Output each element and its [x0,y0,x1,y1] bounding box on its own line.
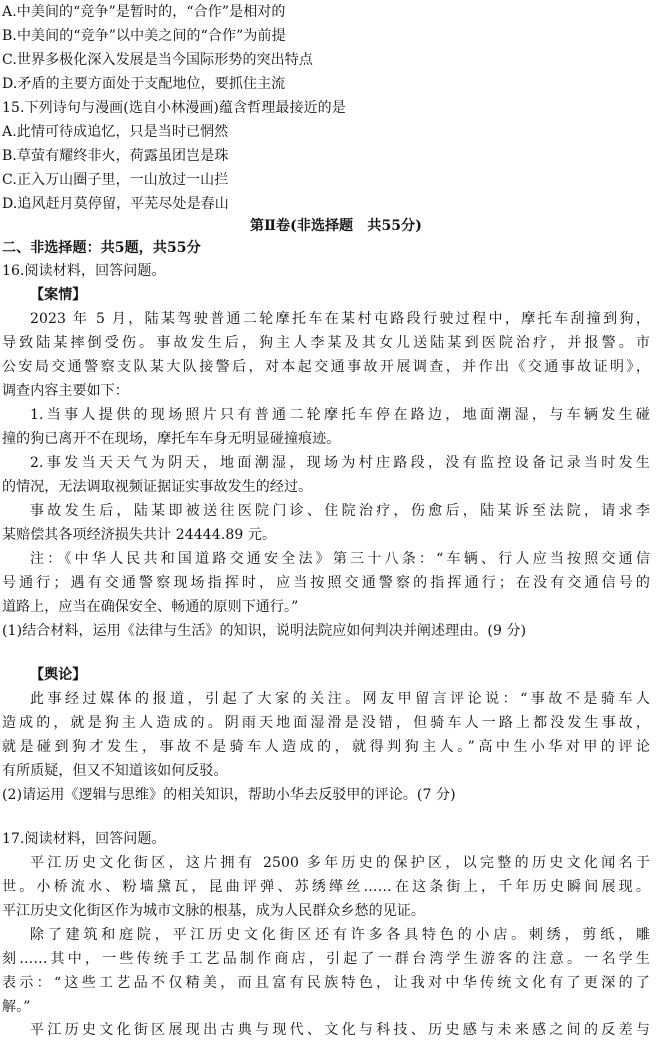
q16-sub2: (2)请运用《逻辑与思维》的相关知识，帮助小华去反驳甲的评论。(7 分) [2,787,456,803]
section-heading: 二、非选择题：共5题，共55分 [2,240,201,256]
q16-opinion-line: 此事经过媒体的报道，引起了大家的关注。网友甲留言评论说：“事故不是骑车人 [30,691,650,707]
q16-case-line: 导致陆某摔倒受伤。事故发生后，狗主人李某及其女儿送陆某到医院治疗，并报警。市 [2,335,650,351]
q16-note-line: 号通行；遇有交通警察现场指挥时，应当按照交通警察的指挥通行；在没有交通信号的 [2,575,650,591]
q16-note-line: 注：《中华人民共和国道路交通安全法》第三十八条：“车辆、行人应当按照交通信 [30,551,650,567]
q14-option-d: D.矛盾的主要方面处于支配地位，要抓住主流 [2,76,286,92]
q17-para1-line: 平江历史文化街区作为城市文脉的根基，成为人民群众乡愁的见证。 [2,903,425,919]
q17-para1-line: 世。小桥流水、粉墙黛瓦，昆曲评弹、苏绣缂丝……在这条街上，千年历史瞬间展现。 [2,879,650,895]
q16-point2-line: 的情况，无法调取视频证据证实事故发生的经过。 [2,479,313,495]
q15-option-c: C.正入万山圈子里，一山放过一山拦 [2,172,229,188]
q16-note-line: 道路上，应当在确保安全、畅通的原则下通行。” [2,599,299,615]
q16-point1-line: 1.当事人提供的现场照片只有普通二轮摩托车停在路边，地面潮湿，与车辆发生碰 [30,407,650,423]
q14-option-b: B.中美间的“竞争”以中美之间的“合作”为前提 [2,28,286,44]
q16-opinion-line: 造成的，就是狗主人造成的。阴雨天地面湿滑是没错，但骑车人一路上都没发生事故， [2,715,650,731]
q15-option-d: D.追风赶月莫停留，平芜尽处是春山 [2,196,229,212]
q16-case-line: 2023 年 5 月，陆某驾驶普通二轮摩托车在某村屯路段行驶过程中，摩托车刮撞到狗， [30,311,650,327]
part2-title: 第Ⅱ卷(非选择题 共55分) [250,218,422,234]
q14-option-a: A.中美间的“竞争”是暂时的，“合作”是相对的 [2,4,286,20]
q16-stem: 16.阅读材料，回答问题。 [2,263,166,279]
q16-opinion-heading: 【舆论】 [30,667,87,683]
q16-case-line: 公安局交通警察支队某大队接警后，对本起交通事故开展调查，并作出《交通事故证明》， [2,359,650,375]
q15-option-a: A.此情可待成追忆，只是当时已惘然 [2,124,229,140]
q17-stem: 17.阅读材料，回答问题。 [2,831,166,847]
q17-para2-line: 表示：“这些工艺品不仅精美，而且富有民族特色，让我对中华传统文化有了更深的了 [2,975,650,991]
q16-point1-line: 撞的狗已离开不在现场，摩托车车身无明显碰撞痕迹。 [2,431,341,447]
q17-para1-line: 平江历史文化街区，这片拥有 2500 多年历史的保护区，以完整的历史文化闻名于 [30,855,650,871]
q17-para2-line: 刻……其中，一些传统手工艺品制作商店，引起了一群台湾学生游客的注意。一名学生 [2,951,650,967]
q16-sub1: (1)结合材料，运用《法律与生活》的知识，说明法院应如何判决并阐述理由。(9 分) [2,623,527,639]
q16-after-line: 某赔偿其各项经济损失共计 24444.89 元。 [2,527,277,543]
q17-para2-line: 除了建筑和庭院，平江历史文化街区还有许多各具特色的小店。刺绣，剪纸，雕 [30,927,650,943]
q16-point2-line: 2.事发当天天气为阴天，地面潮湿，现场为村庄路段，没有监控设备记录当时发生 [30,455,650,471]
q17-para3-line: 平江历史文化街区展现出古典与现代、文化与科技、历史感与未来感之间的反差与 [30,1022,650,1038]
q16-after-line: 事故发生后，陆某即被送往医院门诊、住院治疗，伤愈后，陆某诉至法院，请求李 [30,503,650,519]
q14-option-c: C.世界多极化深入发展是当今国际形势的突出特点 [2,52,313,68]
q16-opinion-line: 就是碰到狗才发生，事故不是骑车人造成的，就得判狗主人。”高中生小华对甲的评论 [2,739,650,755]
q15-option-b: B.草萤有耀终非火，荷露虽团岂是珠 [2,148,229,164]
q15-stem: 15.下列诗句与漫画(选自小林漫画)蕴含哲理最接近的是 [2,100,346,116]
q17-para2-line: 解。” [2,999,31,1015]
q16-opinion-line: 有所质疑，但又不知道该如何反驳。 [2,763,228,779]
q16-case-heading: 【案情】 [30,287,87,303]
q16-case-line: 调查内容主要如下： [2,383,129,399]
